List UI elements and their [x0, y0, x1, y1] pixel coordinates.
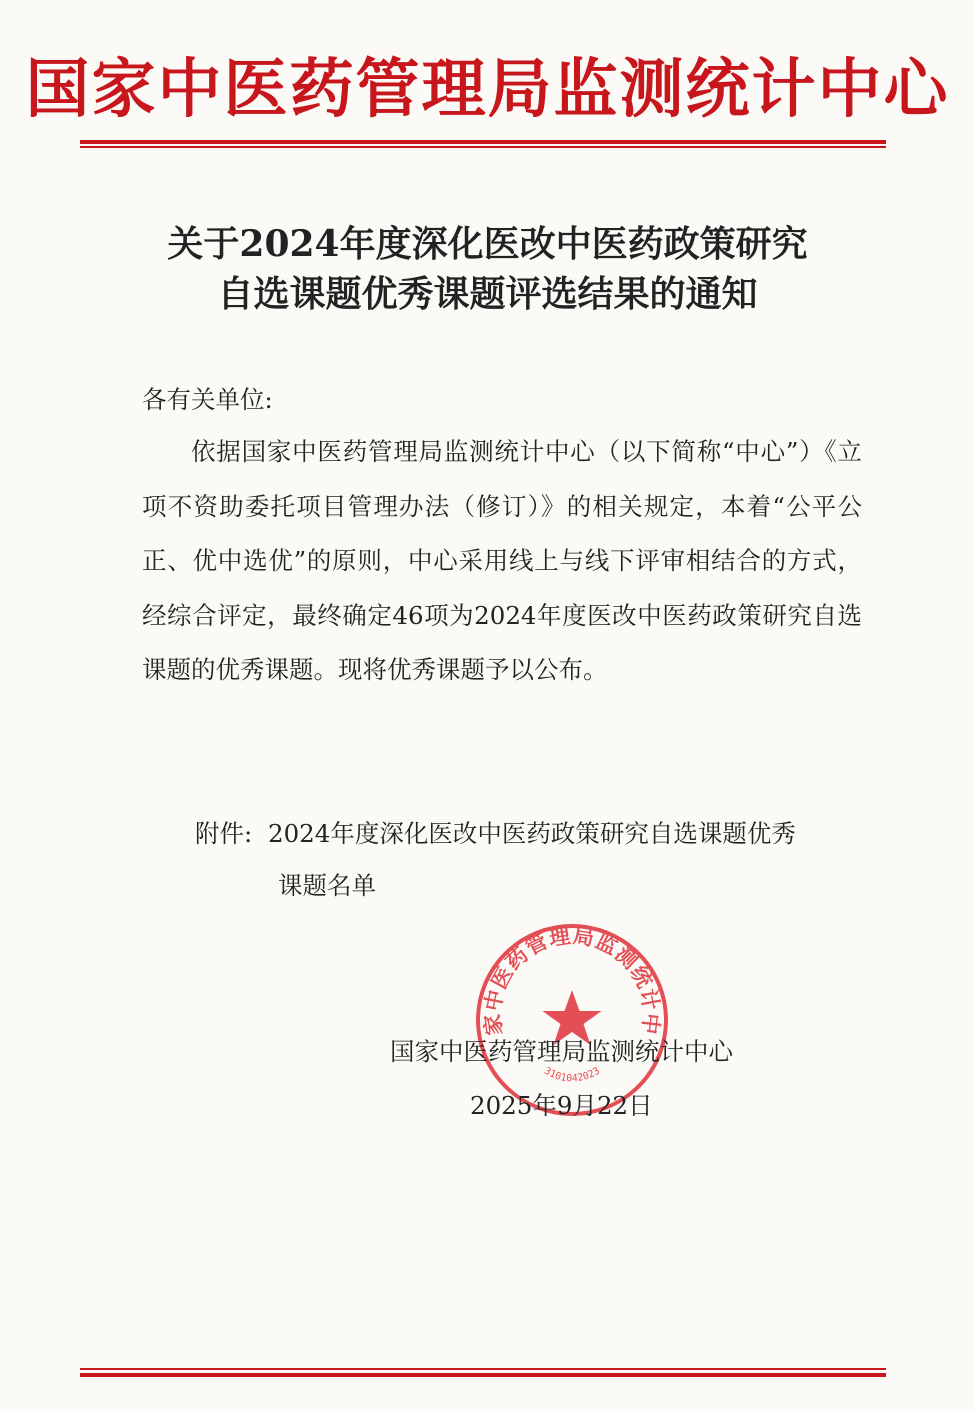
notice-title-line-2: 自选课题优秀课题评选结果的通知 — [217, 273, 758, 315]
body-paragraph: 依据国家中医药管理局监测统计中心（以下简称“中心”）《立项不资助委托项目管理办法（修订）》的相关规定，本着“公平公正、优中选优”的原则，中心采用线上与线下评审相结合的方式，经综合评定，最终确定46项为2024年度医改中医药政策研究自选课题的优秀课题。现将优秀课题予以公布。 — [142, 437, 862, 684]
letterhead-rule-bottom — [80, 146, 886, 148]
footer-rule-bottom — [80, 1373, 886, 1377]
seal-ring-text: 家中医药管理局监测统计中 — [480, 923, 664, 1037]
letterhead-title: 国家中医药管理局监测统计中心 — [25, 52, 950, 127]
attachment-line-2: 课题名单 — [278, 871, 376, 900]
signature-date: 2025年9月22日 — [470, 1091, 653, 1120]
attachment-label: 附件: — [195, 819, 253, 848]
salutation: 各有关单位: — [142, 385, 273, 414]
attachment-line-1: 2024年度深化医改中医药政策研究自选课题优秀 — [268, 819, 796, 848]
seal-number: 3101042023 — [541, 1065, 603, 1085]
letterhead-rule-top — [80, 140, 886, 144]
signature-org: 国家中医药管理局监测统计中心 — [390, 1037, 733, 1066]
footer-rule-top — [80, 1368, 886, 1370]
notice-title-line-1: 关于2024年度深化医改中医药政策研究 — [167, 223, 808, 265]
